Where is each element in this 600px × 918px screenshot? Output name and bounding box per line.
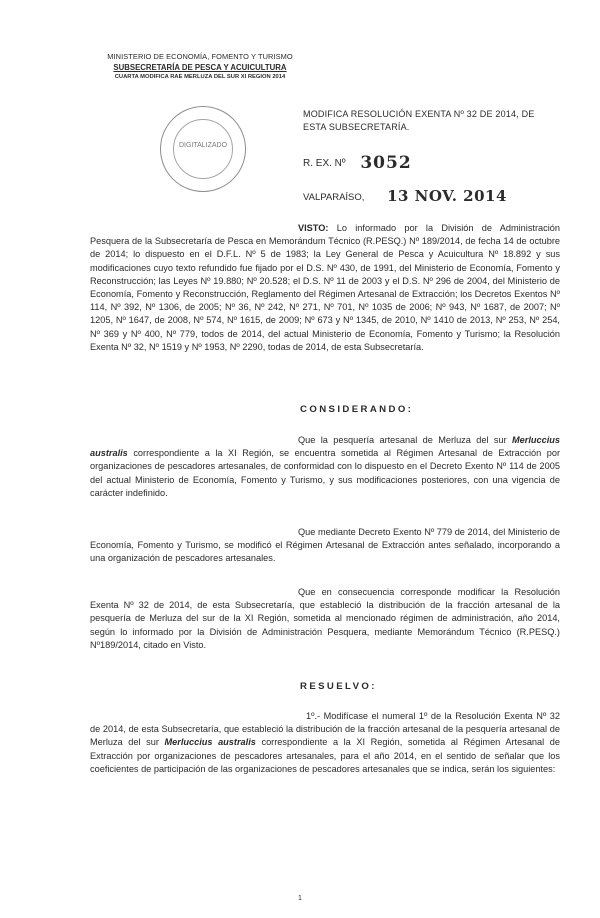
unit-name: CUARTA MODIFICA RAE MERLUZA DEL SUR XI REGION 2014: [114, 74, 286, 80]
considerando-p3: Que en consecuencia corresponde modificar la Resolución Exenta Nº 32 de 2014, de esta Subsecretaría, que estableció la distribución de la fracción artesanal de la pesquería de Merluza del sur de la XI Región, sometida al mencionado régimen de administración, año 2014, según lo informado por la División de Administración Pesquera, mediante Memorándum Técnico (R.PESQ.) Nº189/2014, citado en Visto.: [90, 587, 560, 650]
undersecretariat-name: SUBSECRETARÍA DE PESCA Y ACUICULTURA: [113, 63, 287, 72]
considerando-heading: CONSIDERANDO:: [300, 404, 414, 415]
rex-label: R. EX. Nº: [303, 158, 346, 169]
resolution-date: 13 NOV. 2014: [387, 187, 507, 205]
stamp-text: DIGITALIZADO: [178, 142, 228, 149]
visto-text: Lo informado por la División de Administración Pesquera de la Subsecretaría de Pesca en Memorándum Técnico (R.PESQ.) Nº 189/2014, de fecha 14 de octubre de 2014; lo dispuesto en el D.F.L. Nº 5 de 1983; la Ley General de Pesca y Acuicultura Nº 18.892 y sus modificaciones cuyo texto refundido fue fijado por el D.S. Nº 430, de 1991, del Ministerio de Economía, Fomento y Reconstrucción; las Leyes Nº 19.880; Nº 20.528; el D.S. Nº 11 de 2003 y el D.S. Nº 296 de 2004, del Ministerio de Economía, Fomento y Reconstrucción, Reglamento del Régimen Artesanal de Extracción; los Decretos Exentos Nº 114, Nº 392, Nº 1306, de 2005; Nº 36, Nº 242, Nº 271, Nº 701, Nº 1035 de 2006; Nº 943, Nº 1687, de 2007; Nº 1205, Nº 1647, de 2008, Nº 574, Nº 1615, de 2009; Nº 673 y Nº 1345, de 2010, Nº 1410 de 2013, Nº 253, Nº 254, Nº 369 y Nº 400, Nº 779, todos de 2014, del actual Ministerio de Economía, Fomento y Turismo; la Resolución Exenta Nº 32, Nº 1519 y Nº 1953, Nº 2290, todas de 2014, de esta Subsecretaría.: [90, 223, 560, 352]
resolution-number-line: [303, 151, 412, 171]
resuelvo-number: 1º.-: [306, 711, 321, 721]
considerando-p1-end: correspondiente a la XI Región, se encuentra sometida al Régimen Artesanal de Extracción por organizaciones de pescadores artesanales, de conformidad con lo dispuesto en el Decreto Exento Nº 114 de 2005 del actual Ministerio de Economía, Fomento y Turismo, y sus modificaciones posteriores, con una vigencia de carácter indefinido.: [90, 448, 561, 498]
page-number: 1: [298, 895, 302, 902]
digitized-stamp: [160, 106, 246, 192]
resuelvo-p1-start: Modifícase el numeral 1º de la Resolución Exenta Nº 32 de 2014, de esta Subsecretaría, que estableció la distribución de la fracción artesanal de la pesquería artesanal de Merluza del sur: [90, 711, 561, 748]
resuelvo-heading: RESUELVO:: [300, 681, 377, 692]
visto-paragraph: [90, 222, 560, 354]
considerando-p2: Que mediante Decreto Exento Nº 779 de 2014, del Ministerio de Economía, Fomento y Turismo, se modificó el Régimen Artesanal de Extracción antes señalado, incorporando a una organización de pescadores artesanales.: [90, 527, 560, 564]
resolution-subject: MODIFICA RESOLUCIÓN EXENTA Nº 32 DE 2014, DE ESTA SUBSECRETARÍA.: [303, 109, 535, 132]
species-name: Merluccius australis: [164, 737, 256, 748]
visto-label: VISTO:: [298, 223, 329, 233]
resuelvo-p1-end: correspondiente a la XI Región, sometida al Régimen Artesanal de Extracción por organizaciones de pescadores artesanales, para el año 2014, en el sentido de señalar que los coeficientes de participación de las organizaciones de pescadores artesanales que se indica, serán los siguientes:: [90, 737, 560, 774]
considerando-paragraph-3: [90, 586, 560, 652]
resuelvo-paragraph-1: [90, 710, 560, 776]
species-name: Merluccius australis: [90, 435, 560, 459]
considerando-paragraph-1: [90, 434, 560, 500]
place-label: VALPARAÍSO,: [303, 192, 365, 203]
letterhead: [70, 52, 330, 80]
ministry-name: MINISTERIO DE ECONOMÍA, FOMENTO Y TURISMO: [107, 52, 293, 61]
considerando-p1-start: Que la pesquería artesanal de Merluza del sur: [298, 435, 507, 445]
rex-number: 3052: [360, 153, 412, 173]
place-date-line: [303, 186, 507, 204]
considerando-paragraph-2: [90, 526, 560, 566]
